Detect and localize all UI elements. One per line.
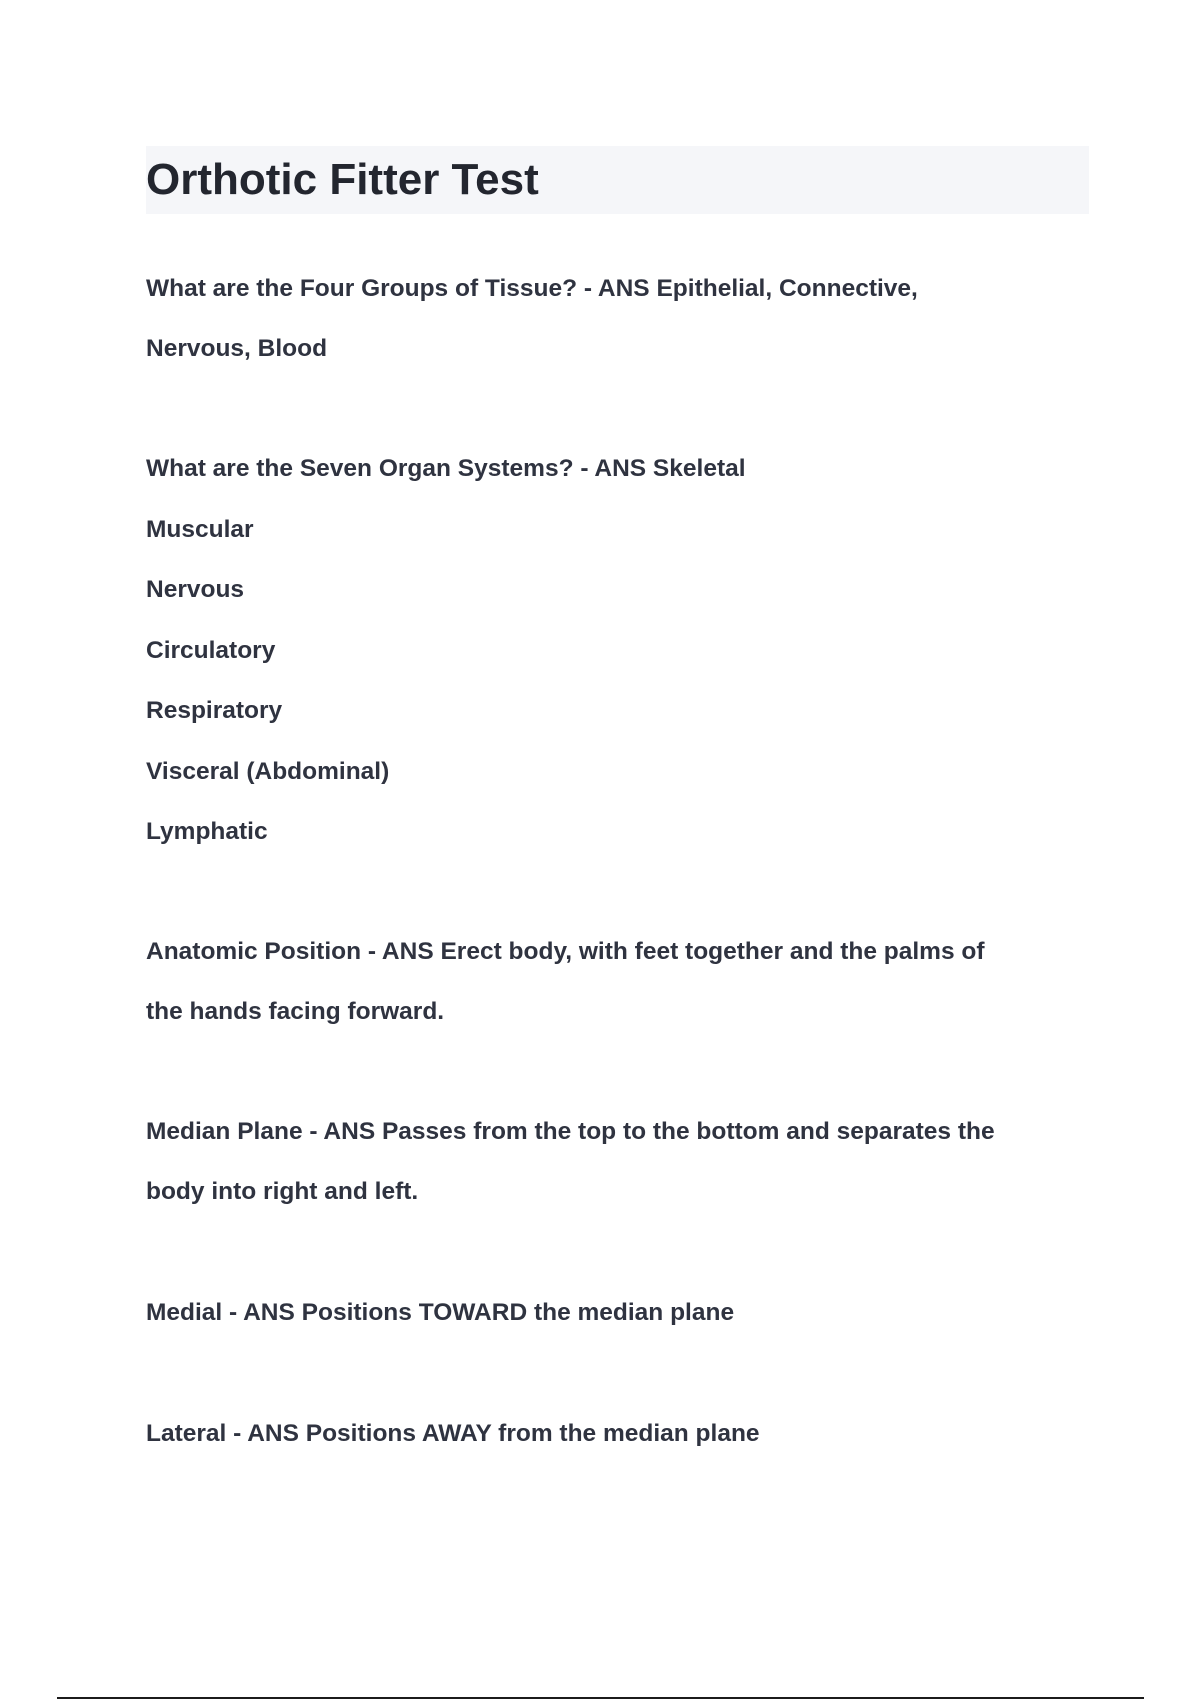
qa-line: Visceral (Abdominal) [146, 757, 390, 785]
qa-entry-organ-systems [146, 439, 1076, 863]
footer-divider [57, 1697, 1144, 1699]
qa-line: What are the Four Groups of Tissue? - ANS Epithelial, Connective, [146, 275, 918, 302]
qa-line: Nervous [146, 576, 245, 603]
qa-entry-median-plane [146, 1102, 1076, 1222]
qa-line: What are the Seven Organ Systems? - ANS Skeletal [146, 455, 746, 482]
qa-entry-medial [146, 1283, 1076, 1343]
qa-line: the hands facing forward. [146, 998, 445, 1025]
qa-entry-lateral [146, 1404, 1076, 1464]
qa-line: Medial - ANS Positions TOWARD the median plane [146, 1299, 735, 1326]
qa-entry-anatomic-position [146, 922, 1076, 1042]
qa-line: Respiratory [146, 697, 283, 724]
qa-line: Anatomic Position - ANS Erect body, with feet together and the palms of [146, 938, 985, 965]
qa-line: Circulatory [146, 636, 276, 664]
qa-line: Lateral - ANS Positions AWAY from the median plane [146, 1420, 760, 1447]
qa-line: body into right and left. [146, 1178, 419, 1205]
qa-line: Median Plane - ANS Passes from the top to the bottom and separates the [146, 1118, 995, 1145]
title-banner [146, 146, 1089, 214]
qa-entry-tissue-groups [146, 259, 1076, 379]
qa-line: Muscular [146, 515, 254, 543]
qa-line: Lymphatic [146, 818, 268, 845]
page-title: Orthotic Fitter Test [146, 155, 539, 204]
qa-line: Nervous, Blood [146, 335, 328, 362]
